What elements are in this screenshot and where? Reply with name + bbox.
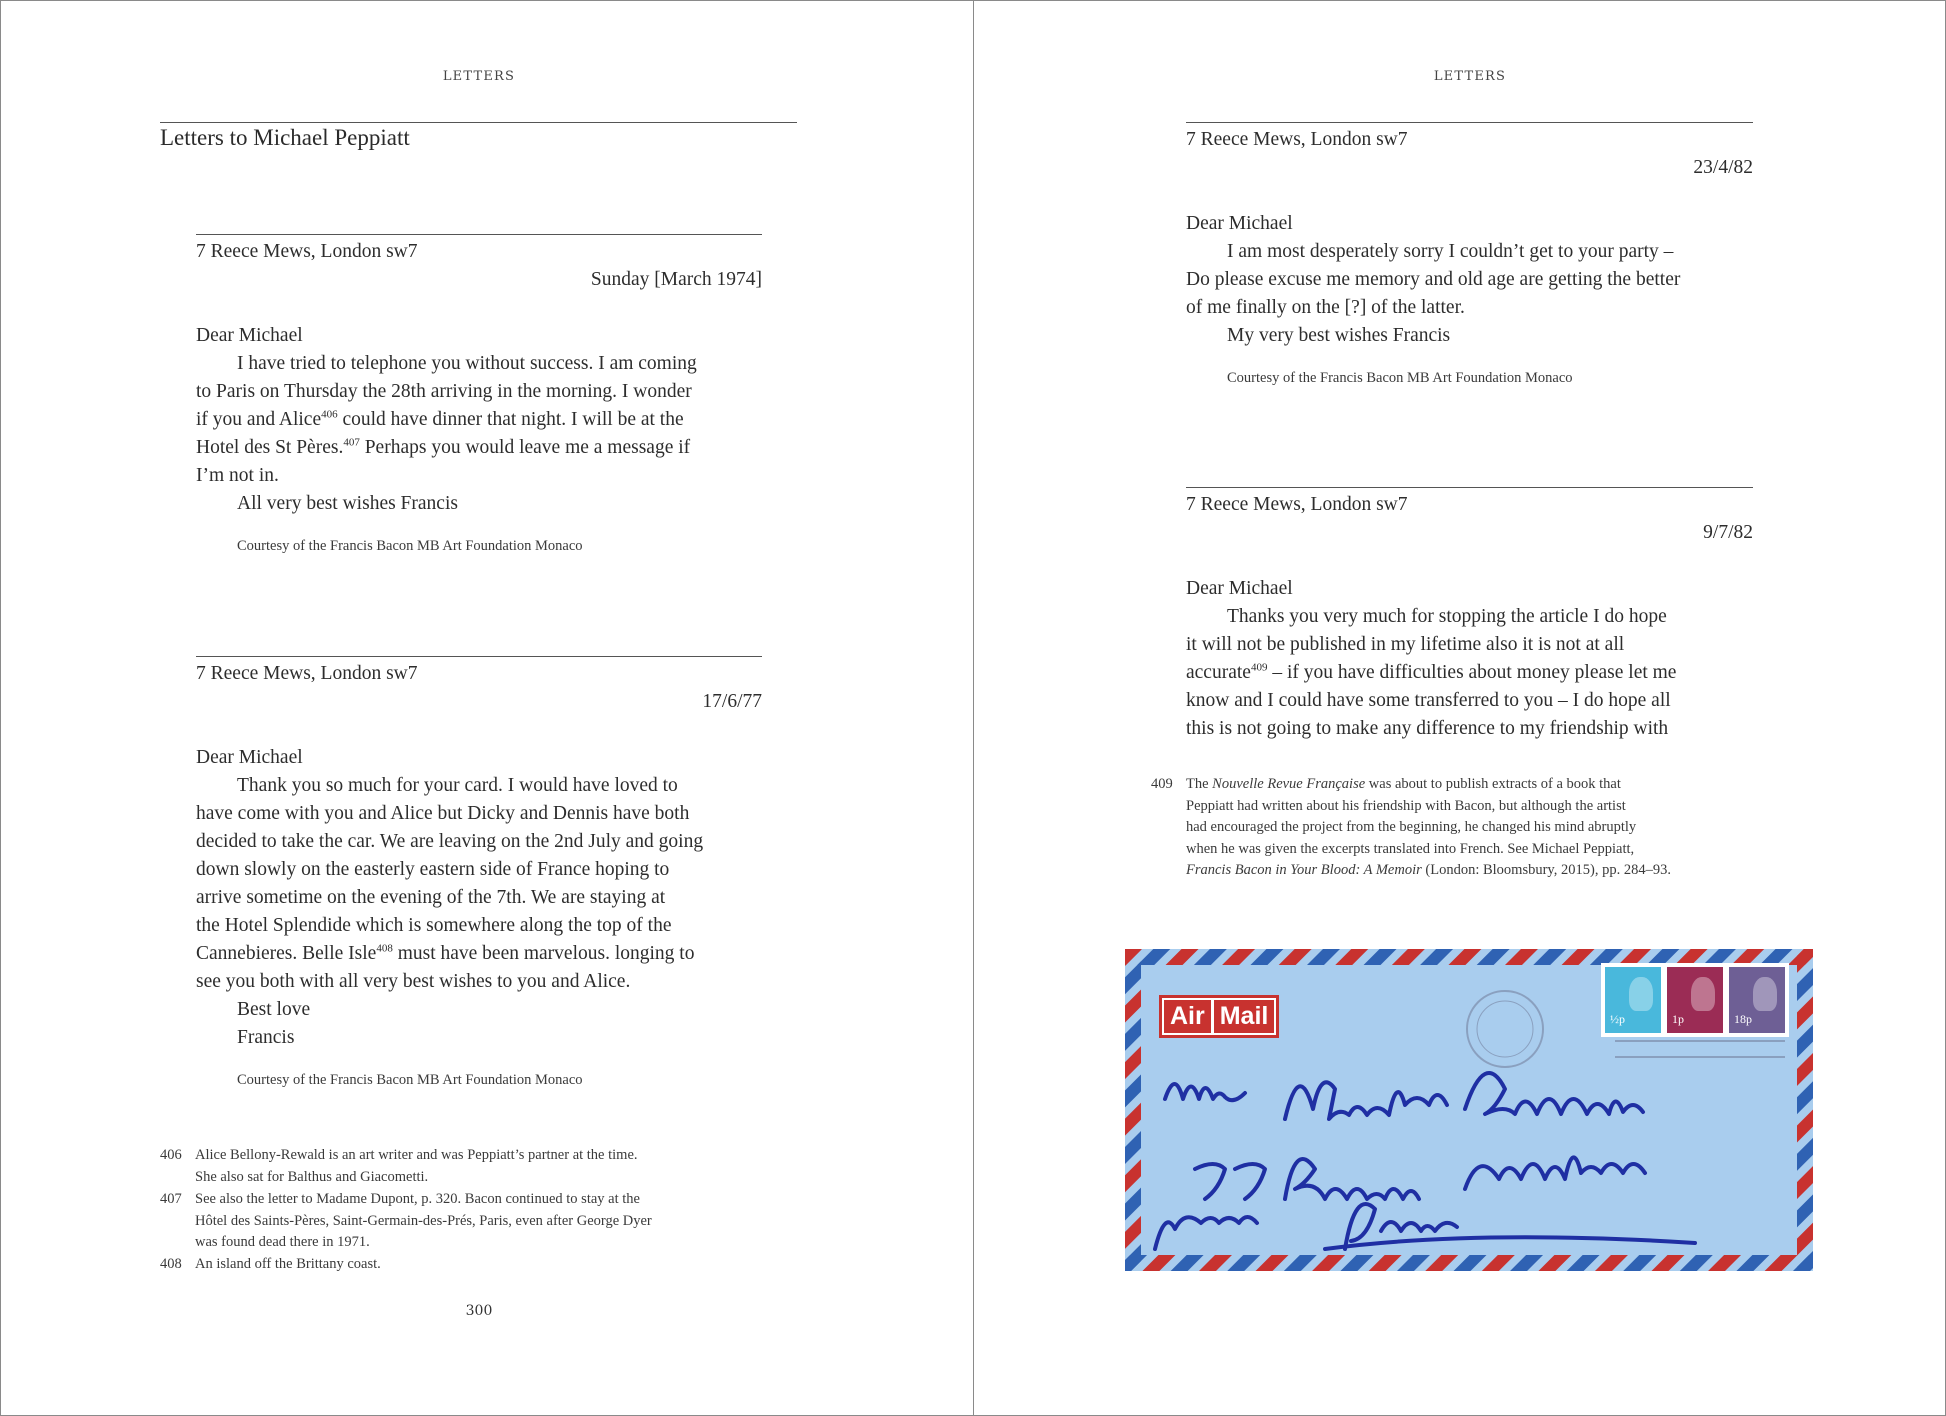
title-rule: [160, 122, 797, 123]
handwritten-address: [1155, 1073, 1695, 1249]
footnote-line: An island off the Brittany coast.: [195, 1256, 381, 1272]
courtesy-line: Courtesy of the Francis Bacon MB Art Foundation Monaco: [237, 538, 583, 554]
airmail-envelope-photo: [1125, 949, 1813, 1271]
letter-signature: Francis: [237, 1027, 295, 1048]
airmail-word: Air: [1164, 1000, 1211, 1033]
letter-line: accurate$^{409}$ – if you have difficulties about money please let me: [1186, 661, 1677, 683]
footnote-ref[interactable]: 409: [1250, 661, 1268, 674]
letter-line: I have tried to telephone you without success. I am coming: [237, 353, 697, 374]
letter-line: if you and Alice$^{406}$ could have dinner that night. I will be at the: [196, 408, 684, 430]
letter-line: I’m not in.: [196, 465, 279, 486]
letter-date: 9/7/82: [1703, 522, 1753, 543]
letter-salutation: Dear Michael: [196, 325, 303, 346]
footnote-ref[interactable]: 408: [376, 942, 393, 955]
letter-line: have come with you and Alice but Dicky and Dennis have both: [196, 803, 690, 824]
letter-line: the Hotel Splendide which is somewhere along the top of the: [196, 915, 672, 936]
footnote-line: Peppiatt had written about his friendship with Bacon, but although the artist: [1186, 797, 1626, 814]
letter-line: Do please excuse me memory and old age are getting the better: [1186, 269, 1681, 290]
stamp-value: 1p: [1672, 1012, 1684, 1026]
letter-rule: [196, 234, 762, 235]
letter-line: this is not going to make any difference to my friendship with: [1186, 718, 1669, 739]
stamp: [1663, 963, 1727, 1037]
footnote-ref[interactable]: 407: [343, 436, 360, 449]
letter-address: 7 Reece Mews, London sw7: [1186, 494, 1408, 515]
letter-closing: All very best wishes Francis: [237, 493, 458, 514]
gutter-divider: [973, 1, 974, 1416]
letter-salutation: Dear Michael: [1186, 578, 1293, 599]
footnote-number: 409: [1151, 776, 1173, 792]
letter-line: decided to take the car. We are leaving on the 2nd July and going: [196, 831, 704, 852]
letter-date: Sunday [March 1974]: [590, 269, 762, 290]
letter-date: 23/4/82: [1693, 157, 1753, 178]
letter-line: I am most desperately sorry I couldn’t get to your party –: [1227, 241, 1674, 262]
footnote-line: Hôtel des Saints-Pères, Saint-Germain-des-Prés, Paris, even after George Dyer: [195, 1212, 652, 1229]
footnote-line: She also sat for Balthus and Giacometti.: [195, 1168, 429, 1185]
section-title: Letters to Michael Peppiatt: [160, 125, 410, 150]
running-head-left: LETTERS: [442, 69, 516, 84]
letter-rule: [196, 656, 762, 657]
footnote-409: [1151, 774, 1671, 882]
letter-closing: Best love: [237, 999, 311, 1020]
courtesy-line: Courtesy of the Francis Bacon MB Art Foundation Monaco: [237, 1072, 583, 1088]
letter-closing: My very best wishes Francis: [1227, 325, 1451, 346]
footnote-number: 406: [160, 1147, 182, 1163]
stamp: [1725, 963, 1789, 1037]
letter-line: of me finally on the [?] of the latter.: [1186, 297, 1465, 318]
letter-line: arrive sometime on the evening of the 7th. We are staying at: [196, 887, 666, 908]
footnote-408: [160, 1254, 381, 1276]
footnote-line: See also the letter to Madame Dupont, p. 320. Bacon continued to stay at the: [195, 1191, 640, 1207]
letter-line: Thanks you very much for stopping the article I do hope: [1227, 606, 1667, 627]
letter-address: 7 Reece Mews, London sw7: [196, 241, 418, 262]
page-number: 300: [465, 1303, 493, 1319]
courtesy-line: Courtesy of the Francis Bacon MB Art Foundation Monaco: [1227, 370, 1573, 386]
airmail-label: [1159, 995, 1279, 1038]
stamp-value: 18p: [1734, 1012, 1752, 1026]
letter-rule: [1186, 122, 1753, 123]
footnote-number: 408: [160, 1256, 182, 1272]
letter-line: to Paris on Thursday the 28th arriving in the morning. I wonder: [196, 381, 692, 402]
footnote-line: The Nouvelle Revue Française was about to publish extracts of a book that: [1186, 776, 1621, 792]
letter-date: 17/6/77: [702, 691, 762, 712]
footnote-line: Francis Bacon in Your Blood: A Memoir (London: Bloomsbury, 2015), pp. 284–93.: [1186, 862, 1671, 878]
footnote-406: [160, 1145, 638, 1188]
footnote-line: was found dead there in 1971.: [195, 1234, 370, 1250]
footnote-407: [160, 1189, 652, 1254]
letter-line: Cannebieres. Belle Isle$^{408}$ must have been marvelous. longing to: [196, 942, 695, 964]
stamp: [1601, 963, 1665, 1037]
letter-3: [1186, 126, 1753, 392]
letter-2: [196, 660, 762, 1094]
footnote-number: 407: [160, 1191, 182, 1207]
letter-1: [196, 238, 762, 560]
footnote-ref[interactable]: 406: [321, 408, 338, 421]
letter-salutation: Dear Michael: [196, 747, 303, 768]
letter-line: see you both with all very best wishes to you and Alice.: [196, 971, 631, 992]
postmark: [1467, 991, 1543, 1067]
letter-line: it will not be published in my lifetime also it is not at all: [1186, 634, 1625, 655]
airmail-word: Mail: [1214, 1000, 1275, 1033]
letter-line: down slowly on the easterly eastern side of France hoping to: [196, 859, 670, 880]
footnote-line: when he was given the excerpts translated into French. See Michael Peppiatt,: [1186, 840, 1635, 857]
letter-address: 7 Reece Mews, London sw7: [196, 663, 418, 684]
letter-salutation: Dear Michael: [1186, 213, 1293, 234]
footnote-line: had encouraged the project from the beginning, he changed his mind abruptly: [1186, 819, 1637, 835]
letter-line: know and I could have some transferred to you – I do hope all: [1186, 690, 1671, 711]
letter-address: 7 Reece Mews, London sw7: [1186, 129, 1408, 150]
footnote-line: Alice Bellony-Rewald is an art writer and was Peppiatt’s partner at the time.: [195, 1147, 638, 1163]
running-head-right: LETTERS: [1433, 69, 1507, 84]
letter-rule: [1186, 487, 1753, 488]
letter-4: [1186, 491, 1753, 743]
stamp-value: ½p: [1610, 1012, 1625, 1026]
letter-line: Hotel des St Pères.$^{407}$ Perhaps you would leave me a message if: [196, 436, 691, 458]
letter-line: Thank you so much for your card. I would have loved to: [237, 775, 678, 796]
